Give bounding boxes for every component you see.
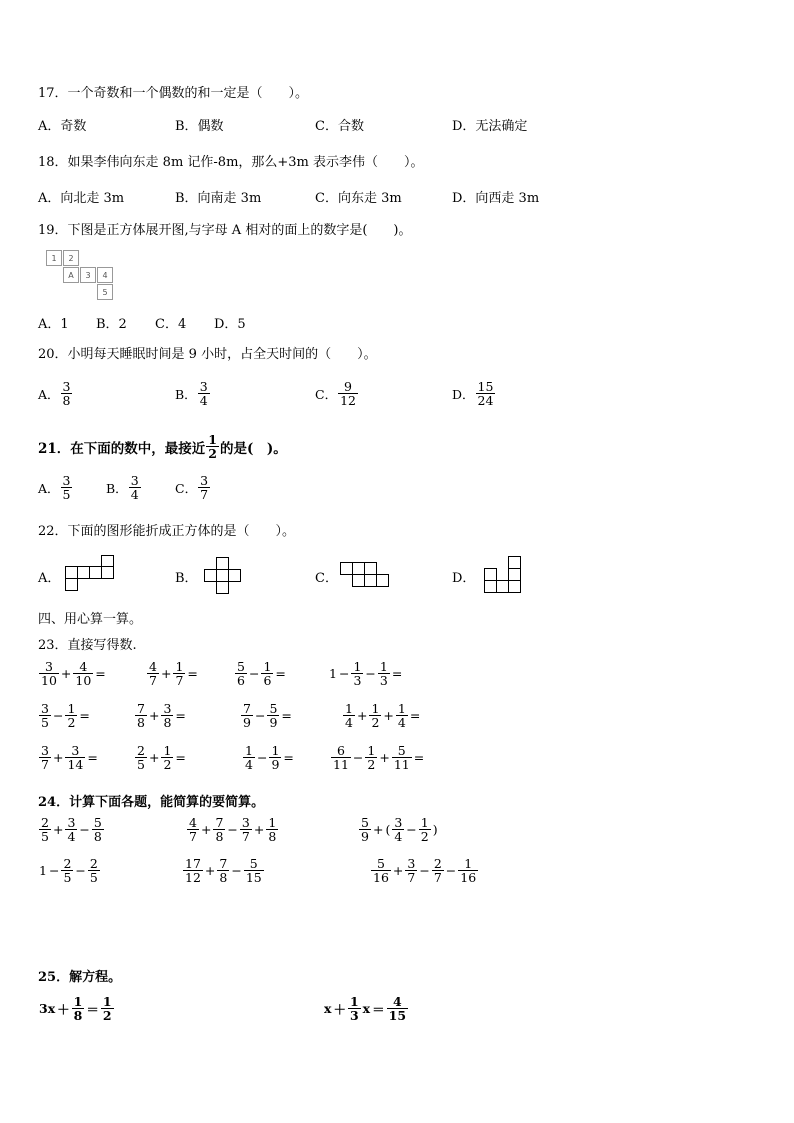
fraction: $\frac{1}{2}$ [67, 701, 76, 731]
q18-option-b[interactable]: B．向南走 3m [175, 191, 262, 206]
fraction: $\frac{9}{12}$ [340, 379, 356, 409]
fraction: $\frac{2}{5}$ [137, 743, 145, 773]
fraction: $\frac{7}{8}$ [137, 701, 145, 731]
fraction: $\frac{6}{11}$ [333, 743, 349, 773]
q21-option-c[interactable] [175, 474, 211, 501]
fraction: $\frac{3}{7}$ [241, 815, 250, 845]
fraction: $\frac{5}{15}$ [245, 856, 262, 886]
fraction: $\frac{2}{7}$ [433, 856, 442, 886]
fraction: $\frac{1}{7}$ [175, 659, 184, 689]
option-label: D． [452, 386, 475, 402]
net-cell: 4 [97, 267, 113, 283]
fraction: $\frac{4}{7}$ [189, 815, 197, 845]
q18-option-c[interactable]: C．向东走 3m [315, 191, 402, 206]
fraction: $\frac{3}{7}$ [41, 743, 49, 773]
fraction: $\frac{1}{3}$ [349, 994, 359, 1024]
net-cell: A [63, 267, 79, 283]
fraction: $\frac{5}{9}$ [361, 815, 369, 845]
q23-item: $\frac{7}{9}$ − $\frac{5}{9}$ = [243, 701, 292, 731]
q20-text: 20．小明每天睡眠时间是 9 小时，占全天时间的（ ）。 [38, 347, 377, 362]
q23-item: $\frac{2}{5}$ + $\frac{1}{2}$ = [137, 743, 186, 773]
fraction: $\frac{3}{5}$ [62, 473, 71, 503]
q23-item: $\frac{3}{10}$ + $\frac{4}{10}$ = [41, 659, 106, 689]
q18-option-a[interactable]: A．向北走 3m [38, 191, 125, 206]
q23-item: $\frac{1}{4}$ + $\frac{1}{2}$ + $\frac{1}{4}$ = [345, 701, 421, 731]
fraction: $\frac{1}{4}$ [397, 701, 406, 731]
q24-expression: $\frac{5}{16}$ + $\frac{3}{7}$ − $\frac{2}{7}$ − $\frac{1}{16}$ [373, 856, 477, 886]
fraction: $\frac{15}{24}$ [477, 379, 494, 409]
fraction: $\frac{3}{5}$ [41, 701, 49, 731]
fraction: $\frac{5}{11}$ [393, 743, 410, 773]
net-square [216, 581, 229, 594]
option-label: C． [315, 386, 338, 402]
q24-expression: $\frac{17}{12}$ + $\frac{7}{8}$ − $\frac{5}{15}$ [185, 856, 262, 886]
q25-text: 25．解方程。 [38, 970, 122, 985]
q23-text: 23．直接写得数. [38, 638, 137, 653]
net-square [65, 578, 78, 591]
fraction: $\frac{1}{6}$ [263, 659, 272, 689]
q20-option-a[interactable] [38, 380, 73, 407]
fraction: $\frac{5}{16}$ [373, 856, 389, 886]
fraction: $\frac{17}{12}$ [185, 856, 201, 886]
fraction: $\frac{4}{10}$ [75, 659, 92, 689]
q20-option-c[interactable] [315, 380, 359, 407]
fraction: $\frac{5}{9}$ [269, 701, 278, 731]
fraction: $\frac{4}{7}$ [149, 659, 157, 689]
q17-option-c[interactable]: C．合数 [315, 119, 364, 134]
fraction: $\frac{7}{9}$ [243, 701, 251, 731]
net-cell: 1 [46, 250, 62, 266]
q24-expression: $\frac{2}{5}$ + $\frac{3}{4}$ − $\frac{5}{8}$ [41, 815, 102, 845]
q23-item: $\frac{3}{7}$ + $\frac{3}{14}$ = [41, 743, 98, 773]
q23-item: $\frac{7}{8}$ + $\frac{3}{8}$ = [137, 701, 186, 731]
fraction: $\frac{3}{7}$ [200, 473, 209, 503]
q17-option-a[interactable]: A．奇数 [38, 119, 87, 134]
q22-label-a[interactable]: A． [38, 571, 61, 586]
q23-item: $\frac{1}{4}$ − $\frac{1}{9}$ = [245, 743, 294, 773]
q19-option-b[interactable]: B．2 [96, 317, 127, 332]
q24-expression: $\frac{4}{7}$ + $\frac{7}{8}$ − $\frac{3}{7}$ + $\frac{1}{8}$ [189, 815, 277, 845]
fraction: $\frac{2}{5}$ [89, 856, 98, 886]
fraction: $\frac{3}{4}$ [199, 379, 208, 409]
fraction: $\frac{1}{2}$ [367, 743, 376, 773]
fraction: $\frac{5}{8}$ [93, 815, 102, 845]
fraction: $\frac{1}{4}$ [345, 701, 353, 731]
net-square [228, 569, 241, 582]
fraction: $\frac{1}{2}$ [163, 743, 172, 773]
fraction: $\frac{3}{4}$ [130, 473, 139, 503]
q21-option-a[interactable] [38, 474, 73, 501]
q18-option-d[interactable]: D．向西走 3m [452, 191, 540, 206]
option-label: A． [38, 386, 60, 402]
fraction: $\frac{1}{16}$ [460, 856, 477, 886]
q19-text: 19．下图是正方体展开图,与字母 A 相对的面上的数字是( )。 [38, 223, 412, 238]
fraction: $\frac{1}{4}$ [245, 743, 253, 773]
q18-text: 18．如果李伟向东走 8m 记作-8m，那么+3m 表示李伟（ ）。 [38, 155, 424, 170]
fraction: $\frac{2}{5}$ [63, 856, 72, 886]
q25-equation-1: 3x ＋ $\frac{1}{8}$ ＝ $\frac{1}{2}$ [39, 994, 112, 1024]
fraction: $\frac{2}{5}$ [41, 815, 49, 845]
q21-text: 21．在下面的数中，最接近 $\frac{1}{2}$ 的是( )。 [38, 432, 287, 462]
q20-option-d[interactable] [452, 380, 496, 407]
section-4-title: 四、用心算一算。 [38, 612, 143, 627]
q24-text: 24．计算下面各题，能简算的要简算。 [38, 795, 265, 810]
q19-option-c[interactable]: C．4 [155, 317, 187, 332]
q21-option-b[interactable] [106, 474, 142, 501]
net-cell: 5 [97, 284, 113, 300]
option-label: B． [175, 386, 197, 402]
net-square [508, 580, 521, 593]
option-label: B． [106, 480, 128, 496]
q24-expression: 1 − $\frac{2}{5}$ − $\frac{2}{5}$ [39, 856, 98, 886]
q17-text: 17．一个奇数和一个偶数的和一定是（ ）。 [38, 86, 309, 101]
fraction: $\frac{1}{8}$ [73, 994, 83, 1024]
net-cell: 2 [63, 250, 79, 266]
fraction: $\frac{3}{4}$ [67, 815, 76, 845]
q19-option-d[interactable]: D．5 [214, 317, 246, 332]
option-label: C． [175, 480, 198, 496]
q23-item: $\frac{3}{5}$ − $\frac{1}{2}$ = [41, 701, 90, 731]
net-square [101, 566, 114, 579]
fraction: $\frac{1}{2}$ [420, 815, 429, 845]
q22-label-d[interactable]: D． [452, 571, 476, 586]
fraction: $\frac{3}{8}$ [163, 701, 172, 731]
net-cell: 3 [80, 267, 96, 283]
fraction: $\frac{3}{8}$ [62, 379, 71, 409]
fraction: $\frac{1}{3}$ [379, 659, 388, 689]
fraction: $\frac{1}{2}$ [208, 432, 217, 462]
fraction: $\frac{3}{7}$ [407, 856, 416, 886]
q23-item: $\frac{4}{7}$ + $\frac{1}{7}$ = [149, 659, 198, 689]
q22-text: 22．下面的图形能折成正方体的是（ ）。 [38, 524, 296, 539]
fraction: $\frac{4}{15}$ [388, 994, 407, 1024]
q23-item: 1 − $\frac{1}{3}$ − $\frac{1}{3}$ = [329, 659, 403, 689]
fraction: $\frac{1}{8}$ [268, 815, 277, 845]
q20-option-b[interactable] [175, 380, 211, 407]
fraction: $\frac{1}{9}$ [271, 743, 280, 773]
net-square [376, 574, 389, 587]
q25-equation-2: x ＋ $\frac{1}{3}$ x ＝ $\frac{4}{15}$ [324, 994, 407, 1024]
q17-option-d[interactable]: D．无法确定 [452, 119, 528, 134]
q22-label-b[interactable]: B． [175, 571, 198, 586]
q23-item: $\frac{6}{11}$ − $\frac{1}{2}$ + $\frac{5}{11}$ = [333, 743, 425, 773]
fraction: $\frac{1}{3}$ [353, 659, 362, 689]
q19-option-a[interactable]: A．1 [38, 317, 69, 332]
fraction: $\frac{3}{14}$ [67, 743, 84, 773]
q23-item: $\frac{5}{6}$ − $\frac{1}{6}$ = [237, 659, 286, 689]
fraction: $\frac{7}{8}$ [215, 815, 224, 845]
q24-expression: $\frac{5}{9}$ + ( $\frac{3}{4}$ − $\frac{1}{2}$ ) [361, 815, 438, 845]
fraction: $\frac{1}{2}$ [371, 701, 380, 731]
fraction: $\frac{7}{8}$ [219, 856, 228, 886]
fraction: $\frac{5}{6}$ [237, 659, 245, 689]
option-label: A． [38, 480, 60, 496]
q22-label-c[interactable]: C． [315, 571, 338, 586]
q17-option-b[interactable]: B．偶数 [175, 119, 224, 134]
fraction: $\frac{3}{4}$ [394, 815, 403, 845]
fraction: $\frac{3}{10}$ [41, 659, 57, 689]
fraction: $\frac{1}{2}$ [102, 994, 112, 1024]
